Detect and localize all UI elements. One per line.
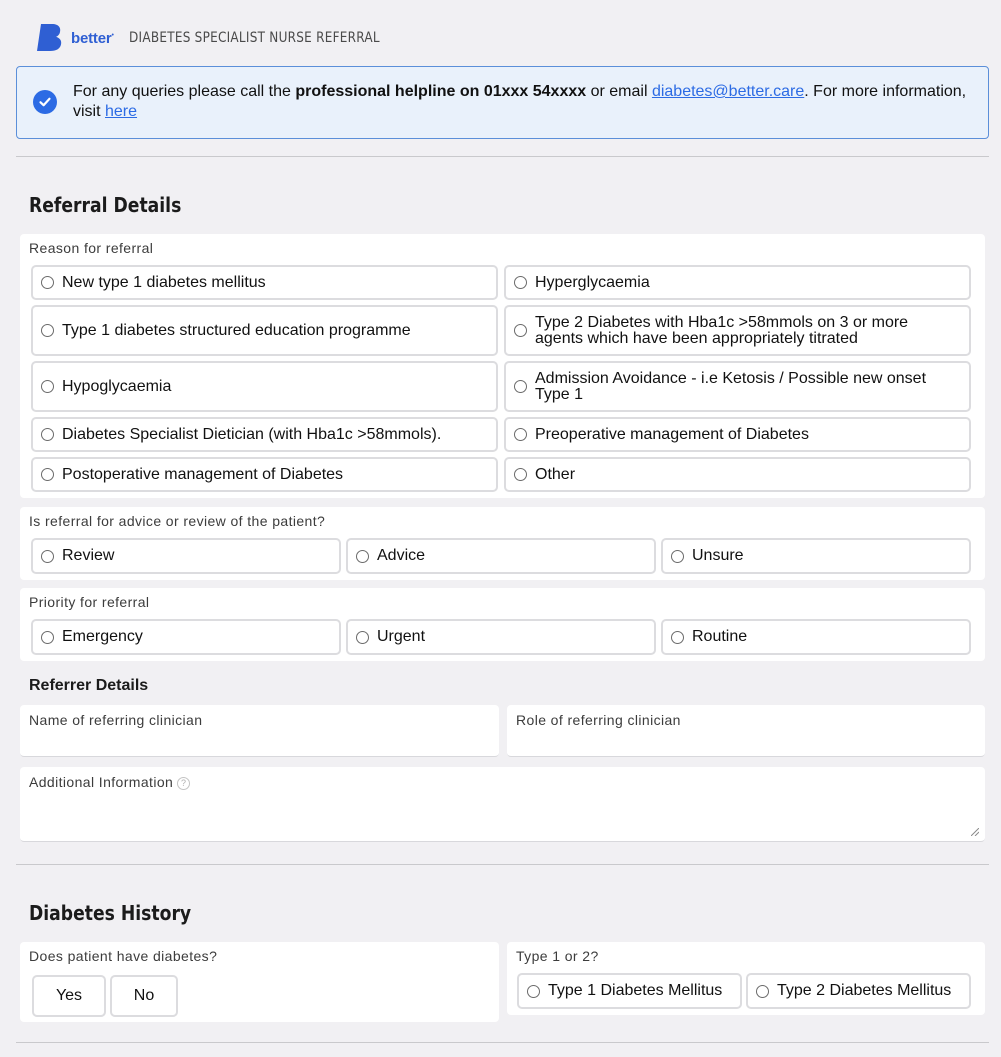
radio-circle[interactable]: [514, 324, 527, 337]
radio-option-advice[interactable]: Advice: [346, 538, 656, 574]
radio-circle[interactable]: [41, 428, 54, 441]
more-info-link[interactable]: here: [105, 103, 138, 120]
reason-for-referral-label: Reason for referral: [29, 240, 154, 256]
divider: [16, 156, 989, 157]
radio-option-type1-dm[interactable]: Type 1 Diabetes Mellitus: [517, 973, 742, 1009]
divider: [16, 1042, 989, 1043]
radio-circle[interactable]: [41, 468, 54, 481]
radio-option-admission-avoidance[interactable]: Admission Avoidance - i.e Ketosis / Possible new onset Type 1: [504, 361, 971, 412]
referring-clinician-role-label: Role of referring clinician: [516, 712, 681, 728]
resize-handle-icon[interactable]: [971, 828, 979, 836]
radio-circle[interactable]: [41, 550, 54, 563]
section-title-referral-details: Referral Details: [29, 193, 182, 217]
radio-circle[interactable]: [41, 276, 54, 289]
radio-circle[interactable]: [356, 550, 369, 563]
advice-or-review-label: Is referral for advice or review of the patient?: [29, 513, 326, 529]
has-diabetes-label: Does patient have diabetes?: [29, 948, 218, 964]
email-link[interactable]: diabetes@better.care: [651, 83, 805, 100]
help-icon[interactable]: ?: [177, 777, 190, 790]
radio-circle[interactable]: [514, 276, 527, 289]
radio-option-hypoglycaemia[interactable]: Hypoglycaemia: [31, 361, 498, 412]
section-title-diabetes-history: Diabetes History: [29, 901, 192, 925]
radio-option-unsure[interactable]: Unsure: [661, 538, 971, 574]
radio-option-other[interactable]: Other: [504, 457, 971, 492]
radio-circle[interactable]: [514, 380, 527, 393]
yes-button[interactable]: Yes: [32, 975, 106, 1017]
radio-option-preoperative[interactable]: Preoperative management of Diabetes: [504, 417, 971, 452]
check-circle-icon: [33, 90, 57, 114]
radio-circle[interactable]: [356, 631, 369, 644]
radio-option-hyperglycaemia[interactable]: Hyperglycaemia: [504, 265, 971, 300]
radio-option-routine[interactable]: Routine: [661, 619, 971, 655]
radio-option-type2-dm[interactable]: Type 2 Diabetes Mellitus: [746, 973, 971, 1009]
priority-label: Priority for referral: [29, 594, 150, 610]
section-title-referrer-details: Referrer Details: [29, 677, 149, 694]
banner-text: For any queries please call the professional helpline on 01xxx 54xxxx or email diabetes@better.care. For more information, visit here: [73, 83, 967, 120]
additional-information-label: Additional Information ?: [29, 774, 190, 790]
diabetes-type-label: Type 1 or 2?: [516, 948, 599, 964]
radio-circle[interactable]: [41, 631, 54, 644]
form-title: DIABETES SPECIALIST NURSE REFERRAL: [129, 30, 380, 46]
better-logo-icon: [37, 24, 63, 51]
radio-option-review[interactable]: Review: [31, 538, 341, 574]
radio-option-new-type1[interactable]: New type 1 diabetes mellitus: [31, 265, 498, 300]
divider: [16, 864, 989, 865]
radio-option-urgent[interactable]: Urgent: [346, 619, 656, 655]
radio-circle[interactable]: [671, 631, 684, 644]
radio-circle[interactable]: [41, 324, 54, 337]
radio-circle[interactable]: [756, 985, 769, 998]
radio-circle[interactable]: [41, 380, 54, 393]
radio-circle[interactable]: [514, 428, 527, 441]
radio-option-emergency[interactable]: Emergency: [31, 619, 341, 655]
radio-circle[interactable]: [671, 550, 684, 563]
radio-circle[interactable]: [527, 985, 540, 998]
referring-clinician-role-field[interactable]: [507, 705, 985, 757]
radio-circle[interactable]: [514, 468, 527, 481]
additional-information-field[interactable]: [20, 767, 985, 842]
radio-option-type1-education[interactable]: Type 1 diabetes structured education programme: [31, 305, 498, 356]
radio-option-type2-hba1c[interactable]: Type 2 Diabetes with Hba1c >58mmols on 3 or more agents which have been appropriately titrated: [504, 305, 971, 356]
referring-clinician-name-label: Name of referring clinician: [29, 712, 203, 728]
radio-option-postoperative[interactable]: Postoperative management of Diabetes: [31, 457, 498, 492]
radio-option-dietician[interactable]: Diabetes Specialist Dietician (with Hba1c >58mmols).: [31, 417, 498, 452]
brand-name: better•: [71, 30, 114, 47]
no-button[interactable]: No: [110, 975, 178, 1017]
referring-clinician-name-field[interactable]: [20, 705, 499, 757]
helpline-text: professional helpline on 01xxx 54xxxx: [295, 83, 587, 100]
